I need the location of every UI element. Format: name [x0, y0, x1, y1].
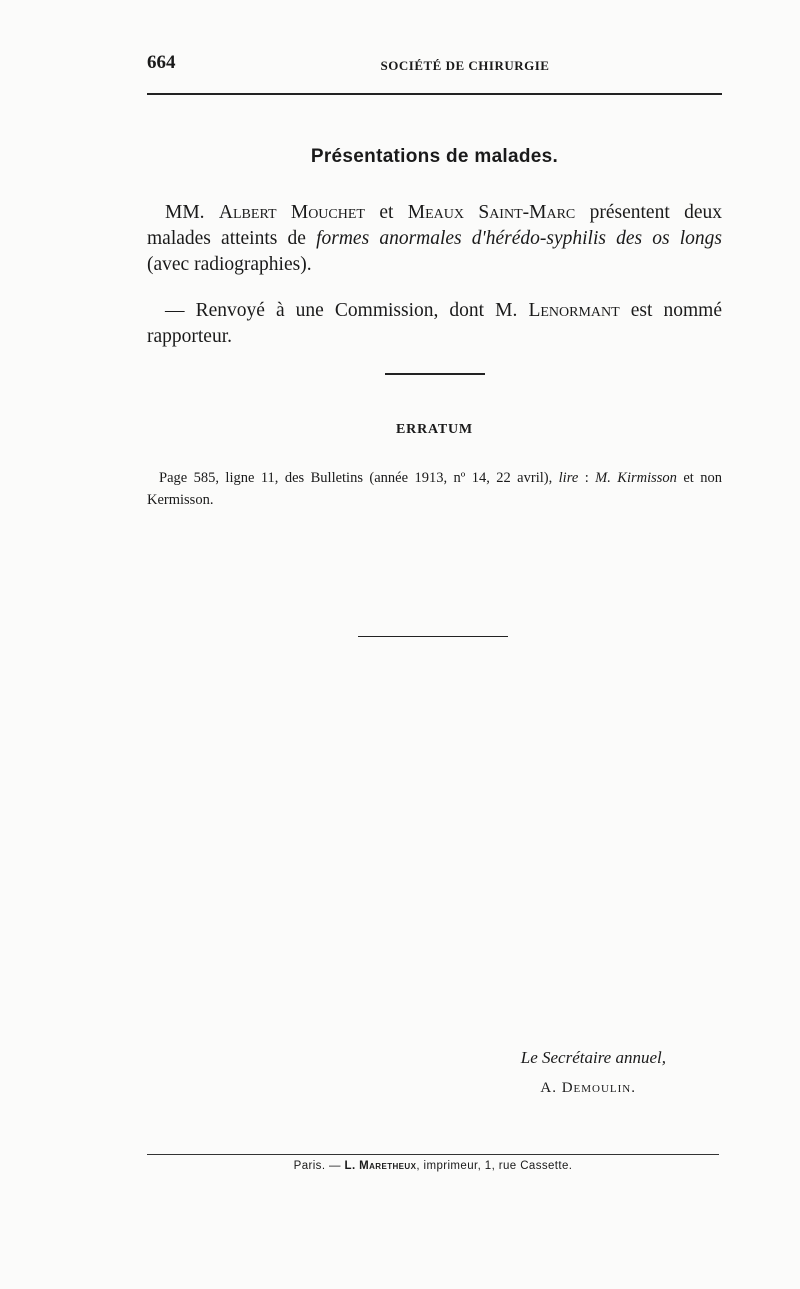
signature-name: A. Demoulin.: [540, 1080, 636, 1096]
presentation-topic: formes anormales d'hérédo-syphilis des os longs: [316, 228, 722, 249]
presentation-paragraph: [147, 200, 722, 278]
imprint-city: Paris. —: [293, 1160, 345, 1172]
conjunction: et: [364, 202, 408, 223]
author-mouchet: Albert Mouchet: [218, 202, 365, 223]
presentation-tail: (avec radiographies).: [147, 254, 312, 275]
referral-tail: est nommé rapporteur.: [147, 300, 722, 347]
erratum-text: [147, 467, 722, 511]
imprint-printer: L. Maretheux: [344, 1160, 417, 1172]
erratum-tail: et non Kermisson.: [147, 470, 722, 508]
header-rule: [147, 93, 722, 95]
signature-role: Le Secrétaire annuel,: [520, 1048, 666, 1067]
referral-lead: — Renvoyé à une Commission, dont M.: [165, 300, 529, 321]
footer-rule: [147, 1154, 719, 1155]
mm-prefix: MM.: [165, 202, 205, 223]
end-divider: [358, 636, 508, 637]
erratum-heading: ERRATUM: [396, 422, 473, 437]
imprint-rest: , imprimeur, 1, rue Cassette.: [416, 1160, 573, 1172]
section-divider: [385, 373, 485, 375]
referral-paragraph: [147, 298, 722, 350]
page-number: 664: [147, 52, 176, 73]
printer-imprint: [147, 1160, 719, 1172]
rapporteur-name: Lenormant: [528, 300, 620, 321]
running-title: SOCIÉTÉ DE CHIRURGIE: [380, 58, 550, 73]
erratum-lead: Page 585, ligne 11, des Bulletins (année 1913, nº 14, 22 avril),: [159, 470, 559, 486]
erratum-colon: :: [578, 470, 596, 486]
erratum-correction: M. Kirmisson: [595, 470, 677, 486]
erratum-lire: lire: [558, 470, 579, 486]
section-title: Présentations de malades.: [310, 146, 559, 167]
author-saint-marc: Meaux Saint-Marc: [407, 202, 576, 223]
presentation-verb: présentent deux malades atteints de: [147, 202, 723, 249]
